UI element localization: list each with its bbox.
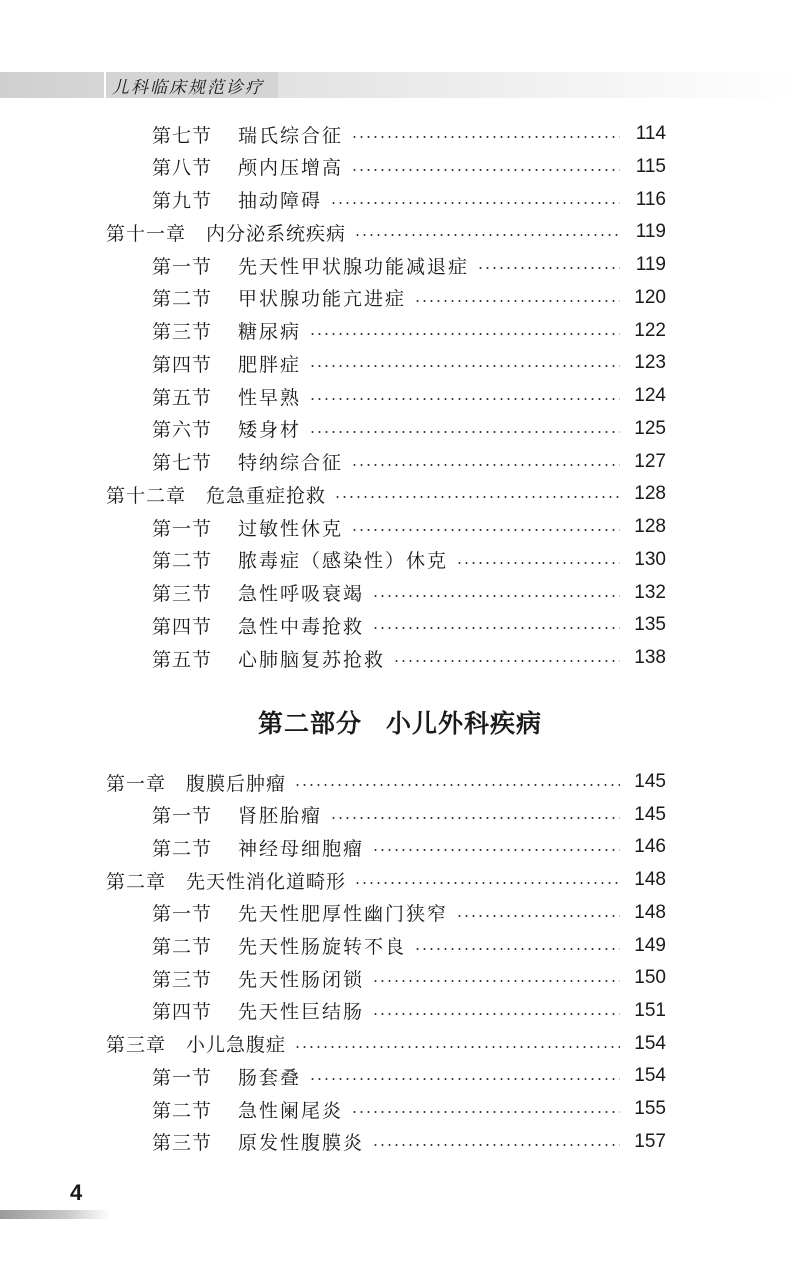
entry-title: 腹膜后肿瘤 [186, 772, 287, 795]
entry-page-number: 148 [634, 869, 666, 891]
dot-leader [294, 1046, 620, 1048]
entry-title: 先天性肠闭锁 [238, 968, 365, 991]
toc-section-entry [152, 642, 666, 674]
toc-section-entry [152, 544, 666, 576]
entry-title: 瑞氏综合征 [238, 124, 344, 147]
toc-section-entry [152, 282, 666, 314]
entry-page-number: 116 [635, 188, 666, 210]
entry-page-number: 145 [634, 803, 666, 825]
footer-band [0, 1210, 110, 1219]
dot-leader [372, 849, 620, 851]
entry-title: 肠套叠 [238, 1066, 302, 1089]
toc-section-entry [152, 151, 666, 183]
entry-title: 神经母细胞瘤 [238, 837, 365, 860]
toc-section-entry [152, 511, 666, 543]
entry-page-number: 128 [634, 516, 666, 537]
toc-chapter-entry [106, 1028, 666, 1060]
dot-leader [330, 817, 620, 819]
toc-section-entry [152, 930, 666, 962]
toc-section-entry [152, 799, 666, 831]
entry-page-number: 125 [634, 417, 666, 439]
entry-title: 内分泌系统疾病 [206, 222, 347, 245]
entry-title: 抽动障碍 [238, 190, 323, 212]
dot-leader [372, 595, 620, 597]
entry-number: 第一节 [152, 903, 213, 926]
entry-number: 第十二章 [106, 484, 187, 507]
toc-section-entry [152, 609, 666, 641]
entry-page-number: 114 [635, 123, 666, 144]
entry-page-number: 123 [634, 352, 666, 374]
entry-number: 第四节 [152, 353, 213, 376]
entry-page-number: 146 [634, 836, 666, 858]
entry-page-number: 127 [634, 450, 666, 472]
entry-number: 第二节 [152, 1099, 213, 1122]
entry-page-number: 155 [634, 1098, 666, 1119]
entry-number: 第一章 [106, 772, 167, 795]
entry-page-number: 122 [634, 319, 666, 341]
entry-title: 心肺脑复苏抢救 [238, 648, 386, 671]
dot-leader [393, 660, 620, 662]
entry-page-number: 124 [634, 385, 666, 406]
dot-leader [309, 398, 620, 400]
entry-page-number: 154 [634, 1065, 666, 1087]
dot-leader [351, 1111, 620, 1113]
entry-page-number: 115 [635, 155, 666, 177]
entry-page-number: 150 [634, 967, 666, 989]
dot-leader [351, 464, 620, 466]
dot-leader [372, 1013, 620, 1015]
dot-leader [334, 496, 620, 498]
toc-section-entry [152, 315, 666, 347]
entry-page-number: 157 [634, 1130, 666, 1152]
entry-page-number: 138 [634, 647, 666, 668]
dot-leader [294, 784, 620, 786]
dot-leader [456, 915, 620, 917]
toc-section-entry [152, 897, 666, 929]
entry-number: 第一节 [152, 1066, 213, 1089]
entry-number: 第九节 [152, 190, 213, 212]
toc-chapter-entry [106, 766, 666, 798]
entry-page-number: 154 [634, 1032, 666, 1054]
dot-leader [414, 948, 620, 950]
dot-leader [330, 202, 620, 204]
part-title-text: 小儿外科疾病 [386, 709, 543, 738]
entry-title: 肥胖症 [238, 353, 302, 376]
entry-title: 糖尿病 [238, 321, 302, 343]
entry-title: 颅内压增高 [238, 157, 344, 180]
toc-section-entry [152, 831, 666, 863]
entry-title: 急性呼吸衰竭 [238, 583, 365, 605]
entry-page-number: 135 [634, 614, 666, 636]
entry-title: 危急重症抢救 [206, 484, 327, 507]
entry-number: 第五节 [152, 648, 213, 671]
entry-number: 第五节 [152, 386, 213, 409]
entry-number: 第二节 [152, 288, 213, 311]
toc-section-entry [152, 249, 666, 281]
entry-page-number: 145 [634, 771, 666, 792]
toc-chapter-entry [106, 864, 666, 896]
entry-number: 第二节 [152, 837, 213, 860]
entry-number: 第三节 [152, 1132, 213, 1155]
dot-leader [372, 627, 620, 629]
running-header-title: 儿科临床规范诊疗 [112, 77, 264, 98]
entry-number: 第三节 [152, 968, 213, 991]
toc-section-entry [152, 1093, 666, 1125]
toc-section-entry [152, 1126, 666, 1158]
entry-title: 肾胚胎瘤 [238, 805, 323, 828]
entry-number: 第三节 [152, 583, 213, 605]
entry-number: 第七节 [152, 452, 213, 474]
dot-leader [456, 562, 620, 564]
entry-title: 性早熟 [238, 386, 302, 409]
entry-number: 第六节 [152, 419, 213, 442]
entry-title: 过敏性休克 [238, 517, 344, 540]
toc-section-entry [152, 446, 666, 478]
entry-page-number: 130 [634, 548, 666, 570]
dot-leader [354, 234, 620, 236]
entry-page-number: 119 [635, 221, 666, 243]
dot-leader [351, 169, 620, 171]
entry-title: 特纳综合征 [238, 452, 344, 474]
toc-section-entry [152, 380, 666, 412]
entry-number: 第三章 [106, 1034, 167, 1057]
entry-page-number: 149 [634, 934, 666, 956]
entry-page-number: 128 [634, 483, 666, 505]
entry-title: 矮身材 [238, 419, 302, 442]
entry-page-number: 132 [634, 581, 666, 603]
dot-leader [372, 1144, 620, 1146]
entry-page-number: 151 [634, 999, 666, 1021]
entry-title: 急性阑尾炎 [238, 1099, 344, 1122]
entry-number: 第二节 [152, 936, 213, 958]
toc-chapter-entry [106, 216, 666, 248]
entry-page-number: 119 [635, 254, 666, 275]
entry-number: 第二章 [106, 870, 167, 893]
entry-title: 脓毒症（感染性）休克 [238, 550, 449, 573]
dot-leader [309, 333, 620, 335]
entry-number: 第十一章 [106, 222, 187, 245]
entry-number: 第二节 [152, 550, 213, 573]
part-heading [0, 704, 800, 740]
entry-title: 先天性肠旋转不良 [238, 936, 407, 958]
entry-number: 第四节 [152, 615, 213, 638]
dot-leader [477, 267, 620, 269]
page-number: 4 [70, 1180, 83, 1205]
dot-leader [354, 882, 620, 884]
entry-title: 先天性甲状腺功能减退症 [238, 255, 470, 278]
toc-section-entry [152, 413, 666, 445]
dot-leader [351, 136, 620, 138]
entry-title: 原发性腹膜炎 [238, 1132, 365, 1155]
entry-page-number: 148 [634, 901, 666, 923]
part-number: 第二部分 [257, 709, 362, 738]
toc-section-entry [152, 347, 666, 379]
entry-page-number: 120 [634, 286, 666, 308]
dot-leader [309, 431, 620, 433]
entry-number: 第一节 [152, 517, 213, 540]
toc-section-entry [152, 962, 666, 994]
running-header [104, 72, 278, 98]
dot-leader [414, 300, 620, 302]
entry-title: 急性中毒抢救 [238, 615, 365, 638]
entry-number: 第七节 [152, 124, 213, 147]
toc-section-entry [152, 118, 666, 150]
toc-section-entry [152, 1060, 666, 1092]
dot-leader [309, 1078, 620, 1080]
entry-number: 第一节 [152, 255, 213, 278]
toc-section-entry [152, 995, 666, 1027]
entry-number: 第四节 [152, 1001, 213, 1024]
entry-title: 先天性肥厚性幽门狭窄 [238, 903, 449, 926]
entry-title: 甲状腺功能亢进症 [238, 288, 407, 311]
toc-section-entry [152, 184, 666, 216]
entry-number: 第八节 [152, 157, 213, 180]
toc-chapter-entry [106, 478, 666, 510]
entry-number: 第一节 [152, 805, 213, 828]
entry-title: 先天性消化道畸形 [186, 870, 347, 893]
entry-number: 第三节 [152, 321, 213, 343]
toc-section-entry [152, 577, 666, 609]
dot-leader [309, 365, 620, 367]
entry-title: 小儿急腹症 [186, 1034, 287, 1057]
entry-title: 先天性巨结肠 [238, 1001, 365, 1024]
dot-leader [351, 529, 620, 531]
dot-leader [372, 980, 620, 982]
